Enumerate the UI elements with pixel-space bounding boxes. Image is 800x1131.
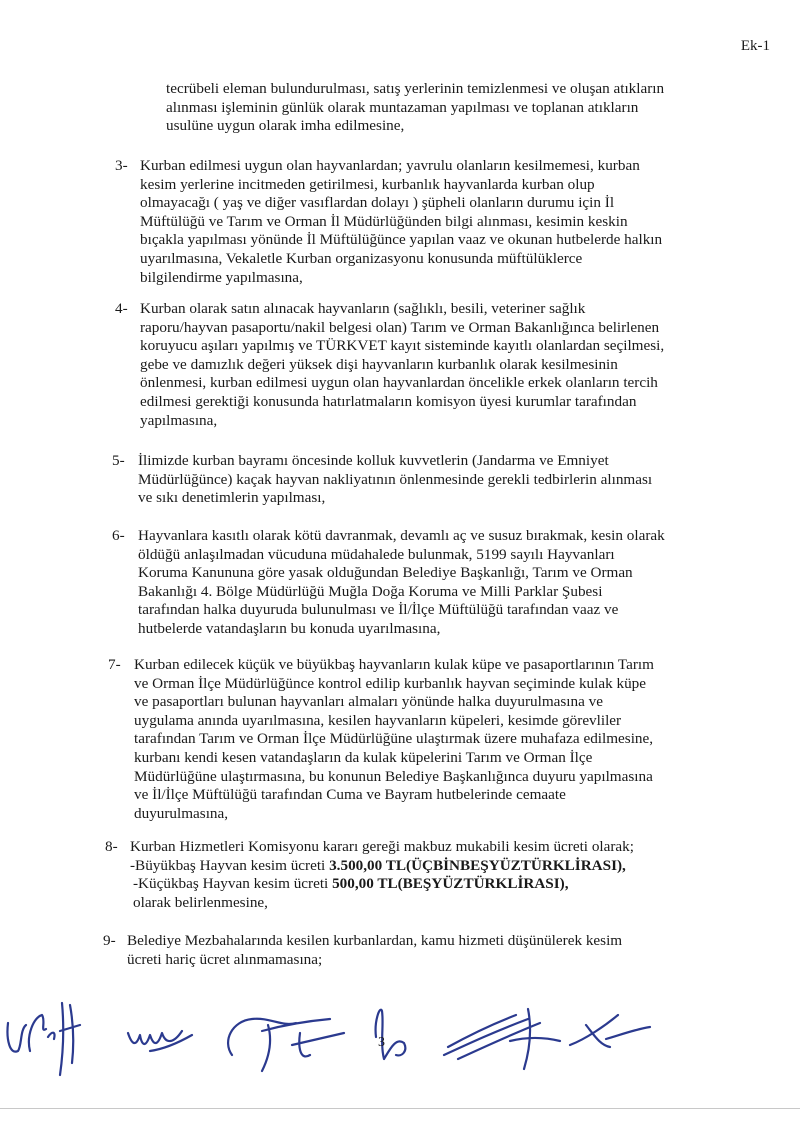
text-line: tarafından halka duyuruda bulunulması ve İl/İlçe Müftülüğü tarafından vaaz ve (138, 601, 619, 619)
text-line: ücreti hariç ücret alınmamasına; (127, 950, 323, 968)
text-line: ve İl/İlçe Müftülüğü tarafından Cuma ve Bayram hutbelerinde cemaate (134, 786, 566, 804)
signature-1 (7, 1015, 54, 1052)
text-line: bilgilendirme yapılmasına, (140, 268, 303, 286)
signature-row (0, 985, 800, 1085)
text-line: Müdürlüğüne ulaştırmasına, bu konunun Belediye Başkanlığınca duyuru yapılmasına (134, 767, 653, 785)
text-line: Bakanlığı 4. Bölge Müdürlüğü Muğla Doğa Koruma ve Milli Parklar Şubesi (138, 582, 603, 600)
text-line: Kurban Hizmetleri Komisyonu kararı gereği makbuz mukabili kesim ücreti olarak; (130, 838, 634, 855)
text-line: raporu/hayvan pasaportu/nakil belgesi olan) Tarım ve Orman Bakanlığınca belirlenen (140, 318, 660, 336)
item-9-paragraph (127, 932, 705, 969)
text-line: usulüne uygun olarak imha edilmesine, (166, 117, 405, 135)
page-number: 3 (378, 1035, 385, 1050)
item-8-paragraph (130, 838, 704, 912)
text-line: koruyucu aşıları yapılmış ve TÜRKVET kayıt sisteminde kayıtlı olanlardan seçilmesi, (140, 337, 665, 355)
intro-paragraph (166, 80, 704, 136)
item-4-paragraph (140, 300, 706, 430)
fee-label: -Küçükbaş Hayvan kesim ücreti (133, 875, 333, 893)
text-line: ve Orman İlçe Müdürlüğünce kontrol edilip kurbanlık hayvan seçiminde kulak küpe (134, 674, 647, 692)
text-line: Müftülüğü ve Tarım ve Orman İl Müdürlüğünden bilgi alınması, kesimin keskin (140, 212, 628, 230)
signature-6 (444, 1009, 650, 1069)
item-number: 6- (112, 527, 125, 544)
item-7-paragraph (134, 656, 704, 823)
fee-amount: 500,00 TL(BEŞYÜZTÜRKLİRASI), (332, 875, 569, 893)
text-line: Müdürlüğünce) kaçak hayvan nakliyatının önlenmesinde gerekli tedbirlerin alınması (138, 470, 653, 488)
item-number: 3- (115, 157, 128, 174)
text-line: kesim yerlerine incitmeden getirilmesi, kurbanlık hayvanlarda kurban olup (140, 175, 595, 193)
item-number: 9- (103, 932, 116, 949)
annex-label: Ek-1 (740, 38, 770, 54)
text-line: ve pasaportları bulunan hayvanları almaları yönünde halka duyurulmasına ve (134, 693, 603, 711)
text-line: tarafından Tarım ve Orman İlçe Müdürlüğüne ulaştırmak üzere muhafaza edilmesine, (134, 730, 654, 748)
footer-rule (0, 1108, 800, 1109)
text-line: Belediye Mezbahalarında kesilen kurbanlardan, kamu hizmeti düşünülerek kesim (127, 932, 623, 949)
fee-line-small (130, 875, 704, 894)
text-line: olmayacağı ( yaş ve diğer vasıflardan dolayı ) şüpheli olanların durumu için İl (140, 194, 615, 212)
text-line: duyurulmasına, (134, 804, 229, 822)
text-line: olarak belirlenmesine, (133, 893, 268, 911)
signature-2 (60, 1003, 80, 1075)
text-line: gebe ve damızlık değeri yüksek dişi hayvanların kurbanlık olarak kesilmesinin (140, 355, 618, 373)
text-line: uyarılmasına, Vekaletle Kurban organizasyonu konusunda müftülüklerce (140, 249, 583, 267)
text-line: ve sıkı denetimlerin yapılması, (138, 489, 326, 507)
item-3-paragraph (140, 157, 706, 287)
text-line: hutbelerde vatandaşların bu konuda uyarılmasına, (138, 619, 441, 637)
item-number: 7- (108, 656, 121, 673)
text-line: Kurban olarak satın alınacak hayvanların (sağlıklı, besili, veteriner sağlık (140, 300, 586, 317)
item-number: 4- (115, 300, 128, 317)
fee-line-large (130, 857, 704, 876)
signature-4 (228, 1019, 344, 1071)
fee-label: -Büyükbaş Hayvan kesim ücreti (130, 856, 330, 874)
text-line: Kurban edilecek küçük ve büyükbaş hayvanların kulak küpe ve pasaportlarının Tarım (134, 656, 654, 673)
item-number: 8- (105, 838, 118, 855)
text-line: yapılmasına, (140, 411, 218, 429)
item-6-paragraph (138, 527, 704, 639)
signature-3 (128, 1031, 192, 1051)
text-line: edilmesi gerektiği konusunda hatırlatmaların komisyon üyesi kurumlar tarafından (140, 392, 637, 410)
text-line: kurbanı kendi kesen vatandaşların da kulak küpelerini Tarım ve Orman İlçe (134, 748, 593, 766)
text-line: bıçakla yapılması yönünde İl Müftülüğünce yapılan vaaz ve okunan hutbelerde halkın (140, 231, 663, 249)
text-line: Hayvanlara kasıtlı olarak kötü davranmak, devamlı aç ve susuz bırakmak, kesin olarak (138, 527, 665, 544)
text-line: önlenmesi, kurban edilmesi uygun olan hayvanlardan öncelikle erkek olanların tercih (140, 374, 658, 392)
text-line: Koruma Kanununa göre yasak olduğundan Belediye Başkanlığı, Tarım ve Orman (138, 564, 633, 582)
text-line: İlimizde kurban bayramı öncesinde kolluk kuvvetlerin (Jandarma ve Emniyet (138, 452, 609, 469)
text-line: öldüğü anlaşılmadan vücuduna müdahalede bulunmak, 5199 sayılı Hayvanları (138, 545, 615, 563)
text-line: alınması işleminin günlük olarak muntazaman yapılması ve toplanan atıkların (166, 98, 639, 116)
text-line: tecrübeli eleman bulundurulması, satış yerlerinin temizlenmesi ve oluşan atıkların (166, 80, 665, 97)
text-line: Kurban edilmesi uygun olan hayvanlardan; yavrulu olanların kesilmemesi, kurban (140, 157, 640, 174)
item-5-paragraph (138, 452, 704, 508)
fee-amount: 3.500,00 TL(ÜÇBİNBEŞYÜZTÜRKLİRASI), (329, 856, 626, 874)
text-line: uygulama anında uyarılmasına, kesilen hayvanların küpeleri, kesimde görevliler (134, 711, 622, 729)
item-number: 5- (112, 452, 125, 469)
